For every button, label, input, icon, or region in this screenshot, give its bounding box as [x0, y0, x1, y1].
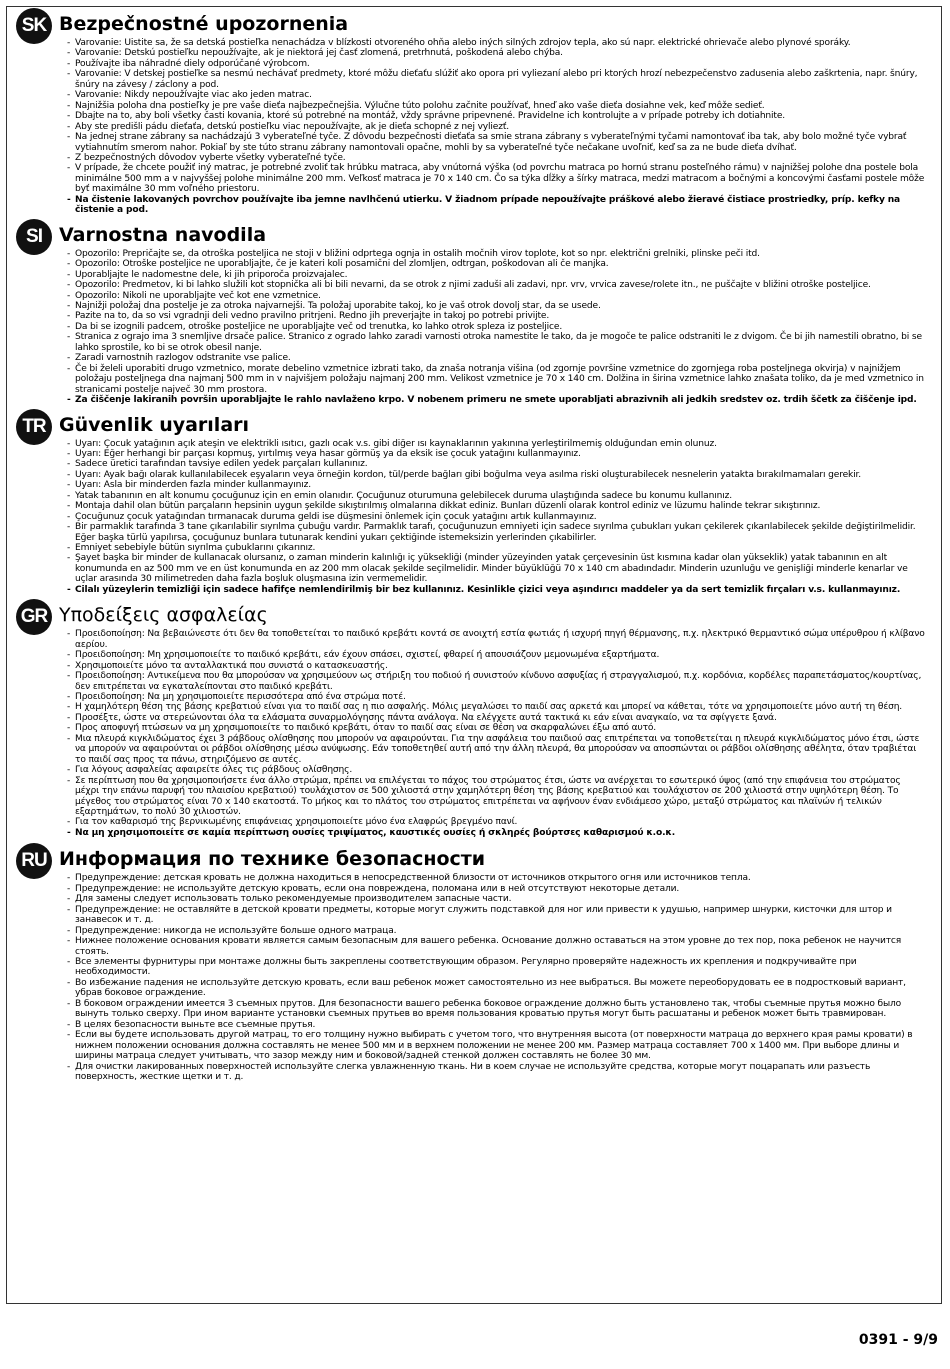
section-sk: [7, 7, 941, 216]
language-badge: RU: [16, 843, 52, 879]
section-title: Güvenlik uyarıları: [59, 413, 250, 436]
warning-item: - Προειδοποίηση: Να μη χρησιμοποιείτε περισσότερα από ένα στρώμα ποτέ.: [67, 692, 927, 702]
warning-item: - Opozorilo: Otroške posteljice ne uporabljajte, če je kateri koli posamični del zlomljen, odtrgan, poškodovan ali če manjka.: [67, 259, 927, 269]
warning-item: - Если вы будете использовать другой матрац, то его толщину нужно выбирать с учетом того, что внутренняя высота (от поверхности матраца до верхнего края рамы кровати) в нижнем положении основания должна составлять не менее 500 мм и в верхнем положении не менее 200 мм. Размер матраца составляет 700 x 1400 мм. При выборе длины и ширины матраца следует учитывать, что зазор между ним и боковой/задней стенкой должен составлять не более 30 мм.: [67, 1030, 927, 1061]
warning-item: - Montaja dahil olan bütün parçaların hepsinin uygun şekilde sıkıştırılmış olmalarına dikkat ediniz. Bunları düzenli olarak kontrol ediniz ve lüzumu halinde tekrar sıkıştırınız.: [67, 501, 927, 511]
warning-item: - Να μη χρησιμοποιείτε σε καμία περίπτωση ουσίες τριψίματος, καυστικές ουσίες ή σκληρές βούρτσες καθαρισμού κ.ο.κ.: [67, 828, 927, 838]
warning-item: - Все элементы фурнитуры при монтаже должны быть закреплены соответствующим образом. Регулярно проверяйте надежность их крепления и подкручивайте при необходимости.: [67, 957, 927, 978]
warning-list: [59, 249, 927, 406]
warning-item: - Şayet başka bir minder de kullanacak olursanız, o zaman minderin kalınlığı iç yüksekliği (minder yüzeyinden yatak çerçevesinin üst kısmına kadar olan yükseklik) yatak tabanının en alt konumunda en az 500 mm ve en üst konumunda en az 200 mm olacak şekilde seçilmelidir. Minder büyüklüğü 70 x 140 cm abadındadır. Minderin uzunluğu ve genişliği minderle kenarlar ve uçlar arasında 30 milimetreden daha fazla boşluk oluşmasına izin vermemelidir.: [67, 553, 927, 584]
page-number: 0391 - 9/9: [858, 1332, 938, 1348]
warning-item: - Uyarı: Eğer herhangi bir parçası kopmuş, yırtılmış veya hasar görmüş ya da eksik ise çocuk yatağını kullanmayınız.: [67, 449, 927, 459]
warning-item: - Dbajte na to, aby boli všetky časti kovania, ktoré sú potrebné na montáž, vždy správne pripevnené. Pravidelne ich kontrolujte a v prípade potreby ich dotiahnite.: [67, 111, 927, 121]
section-title: Bezpečnostné upozornenia: [59, 13, 349, 35]
warning-item: - Για λόγους ασφαλείας αφαιρείτε όλες τις ράβδους ολίσθησης.: [67, 765, 927, 775]
warning-item: - Для замены следует использовать только рекомендуемые производителем запасные части.: [67, 894, 927, 904]
warning-item: - Χρησιμοποιείτε μόνο τα ανταλλακτικά που συνιστά ο κατασκευαστής.: [67, 661, 927, 671]
warning-item: - Cilalı yüzeylerin temizliği için sadece hafifçe nemlendirilmiş bir bez kullanınız. Kesinlikle çizici veya aşındırıcı maddeler ya da sert temizlik fırçaları v.s. kullanmayınız.: [67, 585, 927, 595]
warning-item: - Varovanie: Nikdy nepoužívajte viac ako jeden matrac.: [67, 90, 927, 100]
section-si: [7, 218, 941, 406]
warning-item: - V prípade, že chcete použiť iný matrac, je potrebné zvoliť tak hrúbku matraca, aby vnútorná výška (od povrchu matraca po hornú stranu posteľného rámu) v najnižšej polohe dna postele bola minimálne 500 mm a v najvyššej polohe minimálne 200 mm. Veľkosť matraca je 70 x 140 cm. Čo sa týka dĺžky a šírky matraca, medzi matracom a bočnými a koncovými časťami postele môže byť maximálne 30 mm voľného priestoru.: [67, 163, 927, 194]
safety-sections: [7, 7, 941, 1082]
warning-item: - Предупреждение: не оставляйте в детской кровати предметы, которые могут служить подставкой для ног или привести к удушью, например шнурки, кисточки для штор и занавесок и т. д.: [67, 905, 927, 926]
warning-item: - Προς αποφυγή πτώσεων να μη χρησιμοποιείτε το παιδικό κρεβάτι, όταν το παιδί σας είναι σε θέση να σκαρφαλώνει έξω από αυτό.: [67, 723, 927, 733]
warning-item: - Uyarı: Ayak bağı olarak kullanılabilecek eşyaların veya örneğin kordon, tül/perde bağları gibi boğulma veya asılma riski oluşturabilecek nesnelerin yatakta bırakılmamaları gerekir.: [67, 470, 927, 480]
warning-item: - Для очистки лакированных поверхностей используйте слегка увлажненную ткань. Ни в коем случае не используйте средства, которые могут поцарапать или разъесть поверхность, жесткие щетки и т. д.: [67, 1062, 927, 1083]
warning-item: - Bir parmaklık tarafında 3 tane çıkarılabilir sıyrılma çubuğu vardır. Parmaklık tarafı, çocuğunuzun emniyeti için sadece sıyrılma çubukları yukarı çekilerek çıkarılabilecek şekilde değiştirilmelidir. Eğer başka türlü yapılırsa, çocuğunuz bunlara tutunarak kendini yukarı çektiğinde istemeksizin yerlerinden çıkabilirler.: [67, 522, 927, 543]
language-badge: TR: [16, 409, 52, 445]
warning-item: - Najnižšia poloha dna postieľky je pre vaše dieťa najbezpečnejšia. Výlučne túto polohu začnite používať, hneď ako vaše dieťa dosiahne vek, keď môže sedieť.: [67, 101, 927, 111]
warning-list: [59, 873, 927, 1082]
warning-item: - Na čistenie lakovaných povrchov používajte iba jemne navlhčenú utierku. V žiadnom prípade nepoužívajte práškové alebo žieravé čistiace prostriedky, príp. kefky na čistenie a pod.: [67, 195, 927, 216]
warning-item: - Opozorilo: Predmetov, ki bi lahko služili kot stopnička ali bi bili nevarni, da se otrok z njimi zaduši ali zadavi, npr. vrv, vrvica zavese/rolete itn., ne puščajte v bližini otroške posteljice.: [67, 280, 927, 290]
warning-item: - Uporabljajte le nadomestne dele, ki jih priporoča proizvajalec.: [67, 270, 927, 280]
warning-list: [59, 439, 927, 596]
warning-item: - Σε περίπτωση που θα χρησιμοποιήσετε ένα άλλο στρώμα, πρέπει να επιλέγεται το πάχος του στρώματος έτσι, ώστε να ανέρχεται το εσωτερικό ύψος (από την επιφάνεια του στρώματος μέχρι την επάνω παρυφή του πλαισίου κρεβατιού) τουλάχιστον σε 500 χιλιοστά στην χαμηλότερη θέση της βάσης κρεβατιού και τουλάχιστον σε 200 χιλιοστά στην υψηλότερη θέση. Το μέγεθος του στρώματος είναι 70 x 140 εκατοστά. Το μήκος και το πλάτος του στρώματος επιτρέπεται να αφήνουν έναν ενδιάμεσο χώρο, μεταξύ στρώματος και πλαϊνών ή τελικών εξαρτημάτων, το πολύ 30 χιλιοστών.: [67, 776, 927, 818]
warning-list: [59, 629, 927, 838]
warning-item: - Предупреждение: не используйте детскую кровать, если она повреждена, поломана или в ней отсутствуют некоторые детали.: [67, 884, 927, 894]
warning-item: - Η χαμηλότερη θέση της βάσης κρεβατιού είναι για το παιδί σας η πιο ασφαλής. Μόλις μεγαλώσει το παιδί σας αρκετά και μπορεί να κάθεται, τότε να χρησιμοποιείτε μόνο αυτή τη θέση.: [67, 702, 927, 712]
warning-item: - Προειδοποίηση: Μη χρησιμοποιείτε το παιδικό κρεβάτι, εάν έχουν σπάσει, σχιστεί, φθαρεί ή απουσιάζουν μεμονωμένα εξαρτήματα.: [67, 650, 927, 660]
warning-item: - Na jednej strane zábrany sa nachádzajú 3 vyberateľné tyče. Z dôvodu bezpečnosti dieťaťa sa smie strana zábrany s vyberateľnými tyčami namontovať iba tak, aby bolo možné tyče vybrať vytiahnutím smerom nahor. Pokiaľ by ste túto stranu zábrany namontovali opačne, mohli by sa vyberateľné tyče nečakane uvoľniť, keď sa za ne bude dieťa dvíhať.: [67, 132, 927, 153]
warning-item: - Во избежание падения не используйте детскую кровать, если ваш ребенок может самостоятельно из нее выбраться. Вы можете переоборудовать ее в подростковый вариант, убрав боковое ограждение.: [67, 978, 927, 999]
warning-item: - Нижнее положение основания кровати является самым безопасным для вашего ребенка. Основание должно оставаться на этом уровне до тех пор, пока ребенок не научится стоять.: [67, 936, 927, 957]
warning-item: - Opozorilo: Nikoli ne uporabljajte več kot ene vzmetnice.: [67, 291, 927, 301]
language-badge: SK: [16, 8, 52, 44]
section-tr: [7, 408, 941, 596]
warning-item: - Çocuğunuz çocuk yatağından tırmanacak duruma geldi ise düşmesini önlemek için çocuk yatağını artık kullanmayınız.: [67, 512, 927, 522]
warning-item: - Zaradi varnostnih razlogov odstranite vse palice.: [67, 353, 927, 363]
warning-item: - В боковом ограждении имеется 3 съемных прутов. Для безопасности вашего ребенка боковое ограждение должно быть установлено так, чтобы съемные прутья можно было вынуть только сверху. При ином варианте установки съемных прутьев во время пользования кроватью прутья могут быть расшатаны и ребенок может быть травмирован.: [67, 999, 927, 1020]
warning-item: - Emniyet sebebiyle bütün sıyrılma çubuklarını çıkarınız.: [67, 543, 927, 553]
warning-item: - Používajte iba náhradné diely odporúčané výrobcom.: [67, 59, 927, 69]
warning-item: - Varovanie: Uistite sa, že sa detská postieľka nenachádza v blízkosti otvoreného ohňa alebo iných silných zdrojov tepla, ako sú napr. elektrické ohrievače alebo plynové sporáky.: [67, 38, 927, 48]
warning-item: - Z bezpečnostných dôvodov vyberte všetky vyberateľné tyče.: [67, 153, 927, 163]
section-title: Информация по технике безопасности: [59, 848, 486, 871]
warning-item: - Če bi želeli uporabiti drugo vzmetnico, morate debelino vzmetnice izbrati tako, da znaša notranja višina (od zgornje površine vzmetnice do zgornjega roba posteljnega okvirja) v najnižjem položaju posteljnega dna najmanj 500 mm in v najvišjem položaju najmanj 200 mm. Velikost vzmetnice je 70 x 140 cm. Dolžina in širina vzmetnice lahko znašata toliko, da je med vzmetnico in stranicami postelje največ 30 mm prostora.: [67, 364, 927, 395]
section-gr: [7, 598, 941, 838]
warning-item: - Da bi se izognili padcem, otroške posteljice ne uporabljajte več od trenutka, ko lahko otrok spleza iz posteljice.: [67, 322, 927, 332]
warning-item: - Προσέξτε, ώστε να στερεώνονται όλα τα ελάσματα συναρμολόγησης πάντα ανάλογα. Να ελέγχετε αυτά τακτικά κι εάν είναι αναγκαίο, να τα σφίγγετε ξανά.: [67, 713, 927, 723]
warning-item: - Stranica z ograjo ima 3 snemljive drsače palice. Stranico z ogrado lahko zaradi varnosti otroka namestite le tako, da je mogoče te palice odstraniti le z dvigom. Če bi jih namestili obratno, bi se lahko sprostile, ko bi se otrok obesil nanje.: [67, 332, 927, 353]
warning-item: - Uyarı: Asla bir minderden fazla minder kullanmayınız.: [67, 480, 927, 490]
warning-item: - Sadece üretici tarafından tavsiye edilen yedek parçaları kullanınız.: [67, 459, 927, 469]
warning-item: - Предупреждение: никогда не используйте больше одного матраца.: [67, 926, 927, 936]
warning-item: - Opozorilo: Prepričajte se, da otroška posteljica ne stoji v bližini odprtega ognja in ostalih močnih virov toplote, kot so npr. električni grelniki, plinske peči itd.: [67, 249, 927, 259]
warning-item: - Varovanie: V detskej postieľke sa nesmú nechávať predmety, ktoré môžu dieťaťu slúžiť ako opora pri vyliezaní alebo pri ktorých hrozí nebezpečenstvo zadusenia alebo zaškrtenia, napr. šnúry, šnúry na závesy / záclony a pod.: [67, 69, 927, 90]
warning-item: - Varovanie: Detskú postieľku nepoužívajte, ak je niektorá jej časť zlomená, pretrhnutá, poškodená alebo chýba.: [67, 48, 927, 58]
warning-item: - Yatak tabanının en alt konumu çocuğunuz için en emin olanıdır. Çocuğunuz oturumuna gelebilecek duruma ulaştığında sadece bu konumu kullanınız.: [67, 491, 927, 501]
warning-item: - В целях безопасности выньте все съемные прутья.: [67, 1020, 927, 1030]
section-ru: [7, 842, 941, 1082]
language-badge: SI: [16, 219, 52, 255]
warning-item: - Предупреждение: детская кровать не должна находиться в непосредственной близости от источников открытого огня или источников тепла.: [67, 873, 927, 883]
instructions-frame: [6, 6, 942, 1304]
warning-item: - Za čiščenje lakiranih površin uporabljajte le rahlo navlaženo krpo. V nobenem primeru ne smete uporabljati abrazivnih ali jedkih sredstev oz. trdih ščetk za čiščenje ipd.: [67, 395, 927, 405]
section-title: Υποδείξεις ασφαλείας: [59, 604, 268, 627]
warning-item: - Προειδοποίηση: Αντικείμενα που θα μπορούσαν να χρησιμεύουν ως στήριξη του ποδιού ή συνιστούν κίνδυνο ασφυξίας ή στραγγαλισμού, π.χ. κορδόνια, κορδέλες παραπετάσματος/κουρτίνας, δεν επιτρέπεται να εγκαταλείπονται στο παιδικό κρεβάτι.: [67, 671, 927, 692]
warning-item: - Uyarı: Çocuk yatağının açık ateşin ve elektrikli ısıtıcı, gazlı ocak v.s. gibi diğer ısı kaynaklarının yakınına yerleştirilmemiş olduğundan emin olunuz.: [67, 439, 927, 449]
section-title: Varnostna navodila: [59, 223, 267, 246]
warning-item: - Για τον καθαρισμό της βερνικωμένης επιφάνειας χρησιμοποιείτε μόνο ένα ελαφρώς βρεγμένο πανί.: [67, 817, 927, 827]
warning-item: - Najnižji položaj dna postelje je za otroka najvarnejši. Ta položaj uporabite takoj, ko je vaš otrok dovolj star, da se usede.: [67, 301, 927, 311]
warning-item: - Aby ste predišli pádu dieťaťa, detskú postieľku viac nepoužívajte, ak je dieťa schopné z nej vyliezť.: [67, 122, 927, 132]
warning-item: - Μια πλευρά κιγκλιδώματος έχει 3 ράβδους ολίσθησης που μπορούν να αφαιρούνται. Για την ασφάλεια του παιδιού σας επιτρέπεται να τοποθετείται η πλευρά κιγκλιδώματος μόνο έτσι, ώστε να μπορούν να αφαιρούνται οι ράβδοι ολίσθησης μέσω ανύψωσης. Εάν τοποθετηθεί αυτή από την άλλη πλευρά, θα μπορούσαν να αποσπώνται οι ράβδοι ολίσθησης αθέλητα, όταν τραβιέται το παιδί σας προς τα πάνω, στηριζόμενο σε αυτές.: [67, 734, 927, 765]
language-badge: GR: [16, 599, 52, 635]
warning-item: - Προειδοποίηση: Να βεβαιώνεστε ότι δεν θα τοποθετείται το παιδικό κρεβάτι κοντά σε ανοιχτή εστία φωτιάς ή ισχυρή πηγή θέρμανσης, π.χ. ηλεκτρικό θερμαντικό σώμα υπέρυθρου ή κλίβανο αερίου.: [67, 629, 927, 650]
warning-item: - Pazite na to, da so vsi vgradnji deli vedno pravilno pritrjeni. Redno jih preverjajte in takoj po potrebi privijte.: [67, 311, 927, 321]
warning-list: [59, 38, 927, 216]
